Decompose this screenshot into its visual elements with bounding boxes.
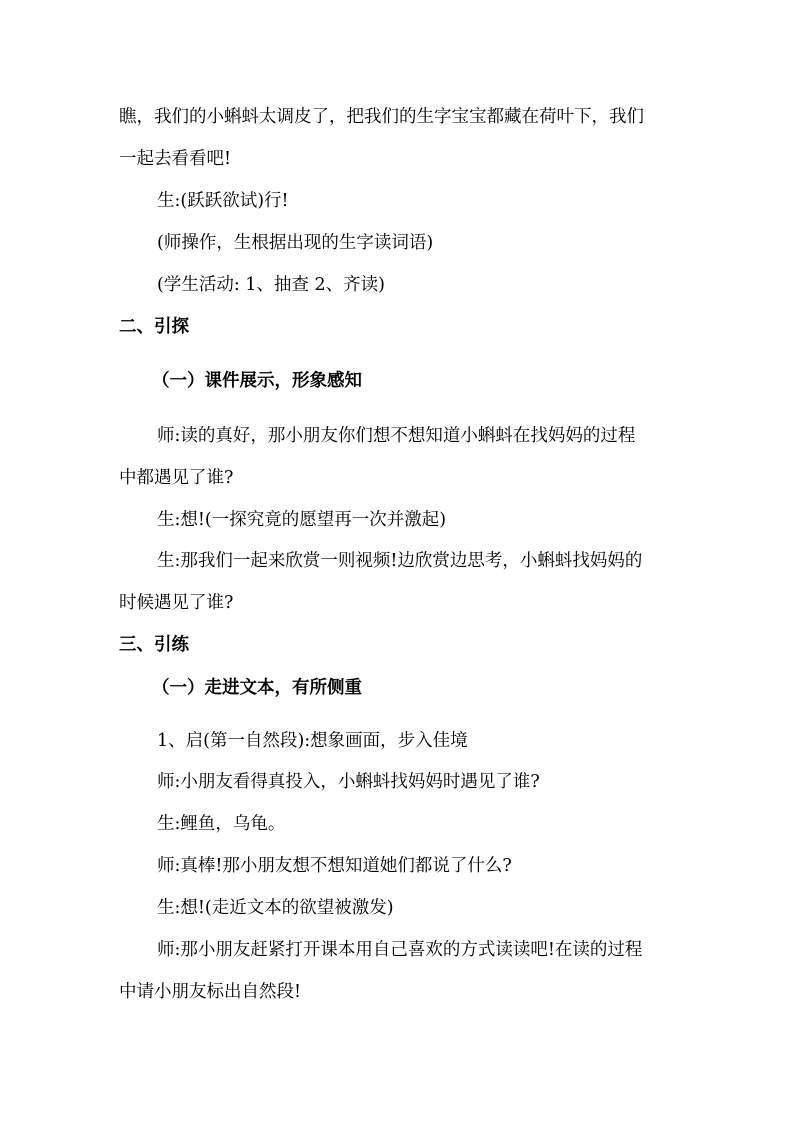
dialogue-line: 中请小朋友标出自然段! xyxy=(119,982,302,1002)
dialogue-line: 生:想!(一探究竟的愿望再一次并激起) xyxy=(157,510,447,530)
dialogue-line: 师:真棒!那小朋友想不想知道她们都说了什么? xyxy=(157,856,512,876)
dialogue-line: 师:小朋友看得真投入，小蝌蚪找妈妈时遇见了谁? xyxy=(157,772,540,792)
dialogue-line: 师:读的真好，那小朋友你们想不想知道小蝌蚪在找妈妈的过程 xyxy=(157,426,636,446)
dialogue-line: 生:想!(走近文本的欲望被激发) xyxy=(157,898,394,918)
dialogue-line: 生:(跃跃欲试)行! xyxy=(157,191,289,211)
step-heading: 1、启(第一自然段):想象画面，步入佳境 xyxy=(157,731,468,751)
subsection-heading: （一）走进文本，有所侧重 xyxy=(152,678,362,698)
dialogue-line: 生:鲤鱼，乌龟。 xyxy=(157,814,286,834)
paragraph-line: 一起去看看吧! xyxy=(119,149,232,169)
dialogue-line: 师:那小朋友赶紧打开课本用自己喜欢的方式读读吧!在读的过程 xyxy=(157,940,643,960)
dialogue-line: 生:那我们一起来欣赏一则视频!边欣赏边思考，小蝌蚪找妈妈的 xyxy=(157,551,643,571)
section-heading: 二、引探 xyxy=(119,317,189,337)
paragraph-line: 瞧，我们的小蝌蚪太调皮了，把我们的生字宝宝都藏在荷叶下，我们 xyxy=(119,107,644,127)
dialogue-line: 中都遇见了谁? xyxy=(119,468,234,488)
subsection-heading: （一）课件展示，形象感知 xyxy=(152,371,362,391)
stage-note-line: (学生活动: 1、抽查 2、齐读) xyxy=(157,275,385,295)
stage-note-line: (师操作，生根据出现的生字读词语) xyxy=(157,233,434,253)
dialogue-line: 时候遇见了谁? xyxy=(119,593,234,613)
section-heading: 三、引练 xyxy=(119,635,189,655)
